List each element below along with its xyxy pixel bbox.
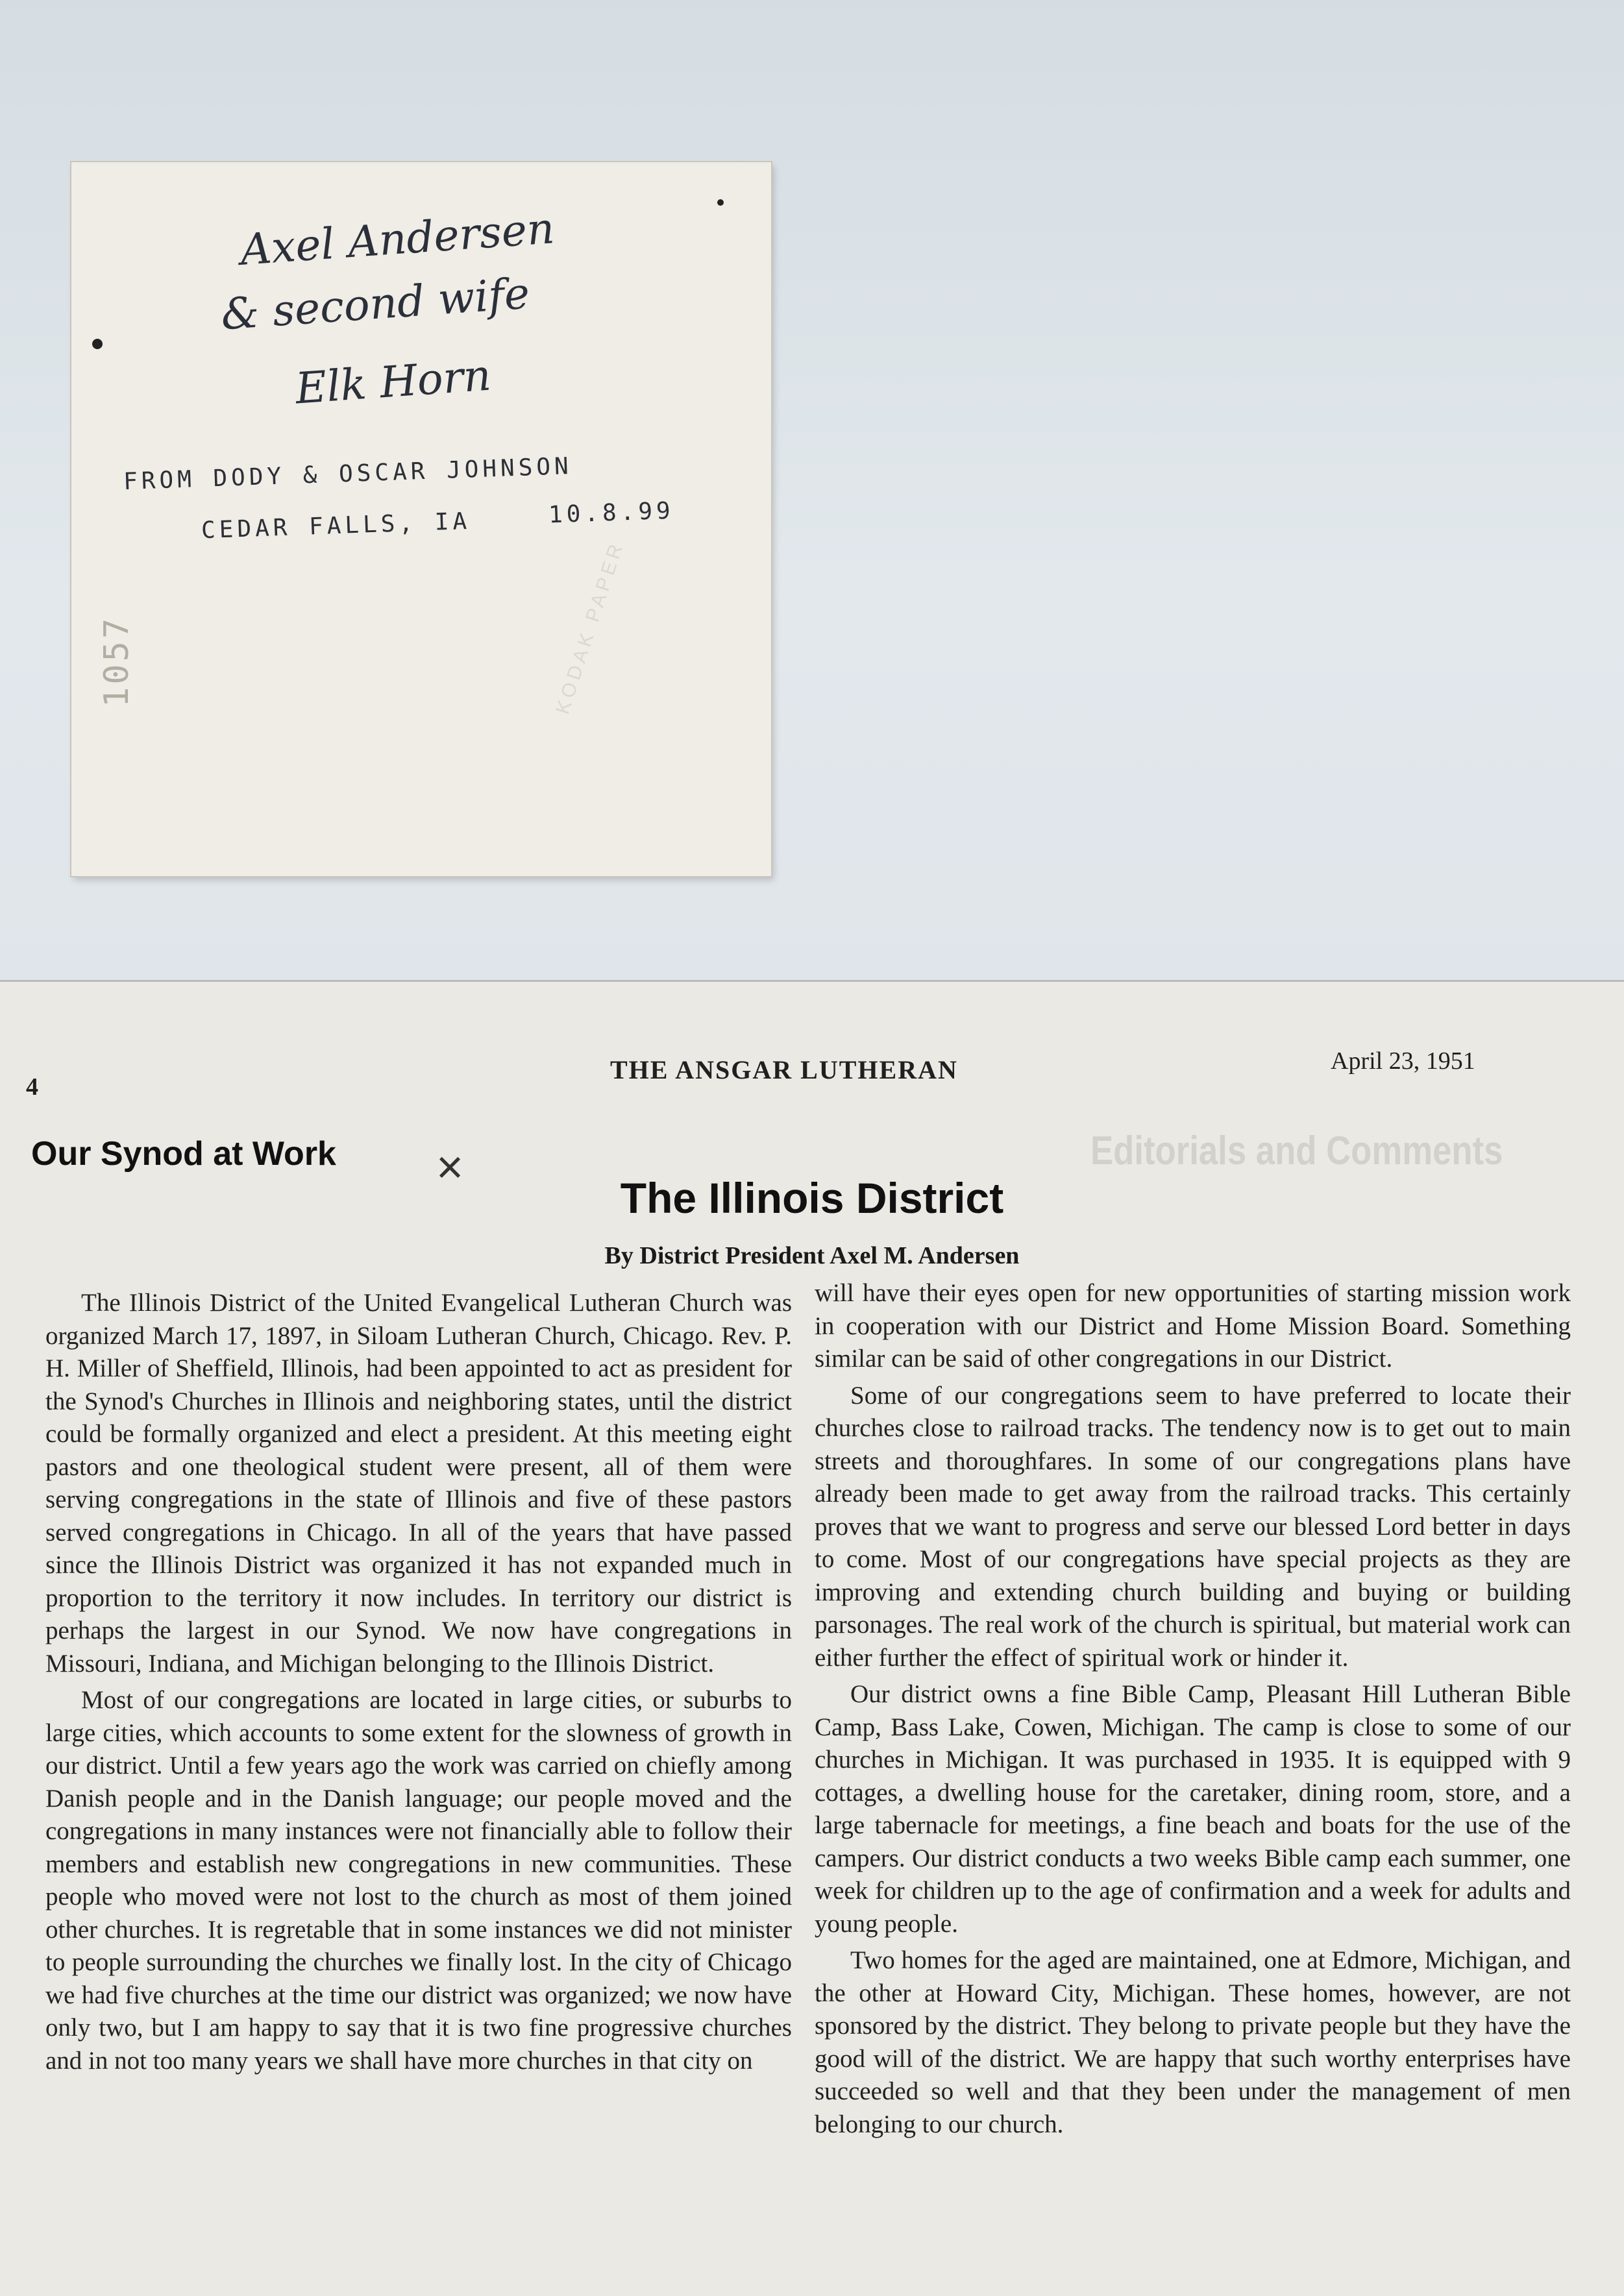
publication-title: THE ANSGAR LUTHERAN [610,1055,958,1084]
paper-watermark: KODAK PAPER [552,538,628,717]
pen-mark: × [436,1142,464,1193]
newspaper-clipping [0,980,1624,2296]
left-column [45,1287,792,2081]
paragraph: Some of our congregations seem to have preferred to locate their churches close to railroad tracks. The tendency now is to get out to main streets and thoroughfares. In some of our congregations plans have already been made to get away from the railroad tracks. This certainly proves that we want to progress and serve our blessed Lord better in days to come. Most of our congregations have special projects as they are improving and extending church building and buying or building parsonages. The real work of the church is spiritual, but material work can either further the effect of spiritual work or hinder it. [815,1381,1571,1672]
paragraph: Two homes for the aged are maintained, one at Edmore, Michigan, and the other at Howard City, Michigan. These homes, however, are not sponsored by the district. They belong to private people but they have the good will of the district. We are happy that such worthy enterprises have succeeded so well and that they been under the management of men belonging to our church. [815,1946,1571,2138]
right-column [815,1277,1571,2145]
handwritten-second-wife: & second wife [219,268,532,340]
handwritten-place: Elk Horn [293,350,493,414]
section-heading: Our Synod at Work [31,1135,336,1173]
paragraph: Most of our congregations are located in large cities, or suburbs to large cities, which accounts to some extent for the slowness of growth in our district. Until a few years ago the work was carried on chiefly among Danish people and in the Danish language; our people moved and the congregations in many instances were not financially able to follow their members and establish new congregations in new communities. These people who moved were not lost to the church as most of them joined other churches. It is regretable that in some instances we did not minister to people surrounding the churches we finally lost. In the city of Chicago we had five churches at the time our district was organized; we now have only two, but I am happy to say that it is two fine progressive churches and in not too many years we shall have more churches in that city on [45,1686,792,2075]
handwritten-name: Axel Andersen [238,203,556,275]
printed-note-date: 10.8.99 [548,497,675,529]
printed-note-from: FROM DODY & OSCAR JOHNSON [123,452,573,496]
paragraph: will have their eyes open for new opportunities of starting mission work in cooperation with our District and Home Mission Board. Something similar can be said of other congregations in our District. [815,1279,1571,1373]
page-number: 4 [26,1073,38,1101]
bleed-through-heading: Editorials and Comments [1090,1129,1503,1173]
punch-dot [92,339,103,349]
stamp-number: 1057 [97,615,136,707]
paragraph: The Illinois District of the United Evangelical Lutheran Church was organized March 17, 1897, in Siloam Lutheran Church, Chicago. Rev. P. H. Miller of Sheffield, Illinois, had been appointed to act as president for the Synod's Churches in Illinois and neighboring states, until the district could be formally organized and elect a president. At this meeting eight pastors and one theological student were present, all of them were serving congregations in the state of Illinois and five of these pastors served congregations in Chicago. In all of the years that have passed since the Illinois District was organized it has not expanded much in proportion to the territory it now includes. In territory our district is perhaps the largest in our Synod. We now have congregations in Missouri, Indiana, and Michigan belonging to the Illinois District. [45,1289,792,1678]
paragraph: Our district owns a fine Bible Camp, Pleasant Hill Lutheran Bible Camp, Bass Lake, Cowen, Michigan. The camp is close to some of our churches in Michigan. It was purchased in 1935. It is equipped with 9 cottages, a dwelling house for the caretaker, dining room, store, and a large tabernacle for meetings, a fine beach and boats for the use of the campers. Our district conducts a two weeks Bible camp each summer, one week for children up to the age of confirmation and a week for adults and young people. [815,1680,1571,1938]
corner-dot [717,199,724,206]
printed-note-city: CEDAR FALLS, IA [201,507,471,544]
issue-date: April 23, 1951 [1331,1047,1475,1075]
photo-back-card [71,162,771,876]
article-headline: The Illinois District [620,1174,1004,1222]
article-byline: By District President Axel M. Andersen [604,1242,1020,1269]
